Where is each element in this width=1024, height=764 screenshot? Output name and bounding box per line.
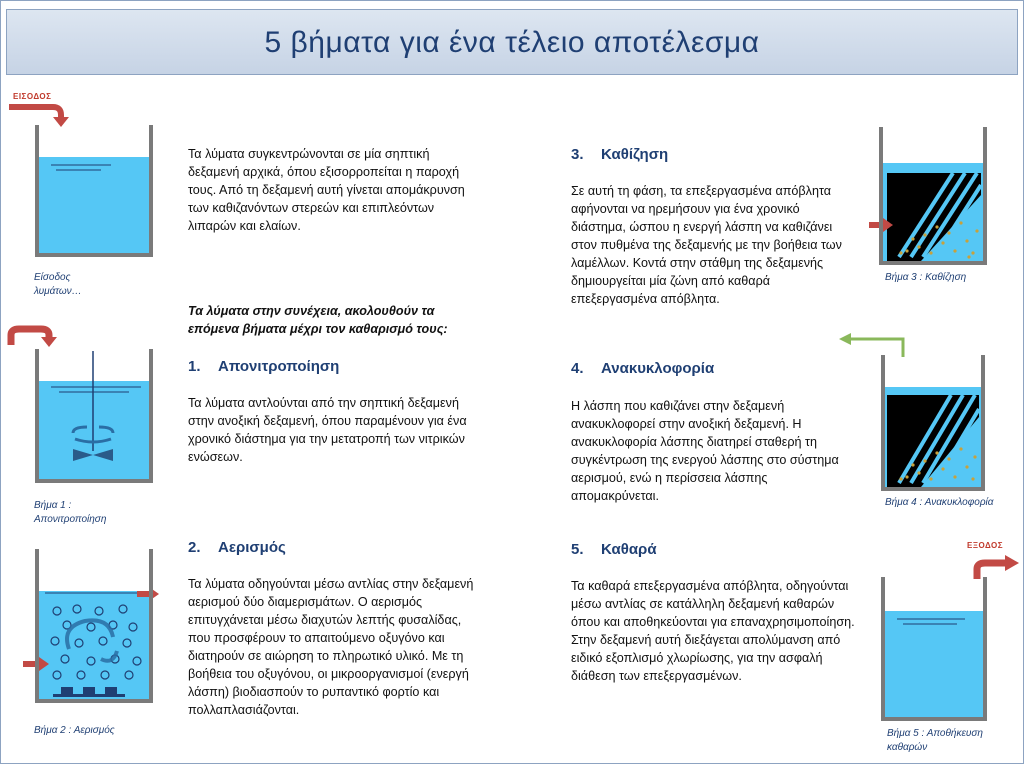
diffusers-icon	[53, 687, 125, 697]
step3-heading	[571, 146, 668, 163]
step2-tank-diagram	[1, 541, 171, 716]
inlet-arrowhead-icon	[53, 117, 69, 127]
step1-water	[39, 381, 149, 481]
step2-heading	[188, 539, 286, 556]
step1-tank-diagram	[1, 321, 171, 496]
step3-tank-diagram	[861, 123, 1001, 273]
step5-caption: Βήμα 5 : Αποθήκευση καθαρών	[887, 728, 983, 753]
step5-title: Καθαρά	[601, 541, 657, 558]
recirculation-arrow-icon	[839, 333, 903, 357]
step1-title: Απονιτροποίηση	[218, 358, 340, 375]
inlet-caption: Είσοδος λυμάτων…	[34, 272, 82, 297]
step1-heading	[188, 358, 339, 375]
step2-description: Τα λύματα οδηγούνται μέσω αντλίας στην δεξαμενή αερισμού δύο διαμερισμάτων. Ο αερισμός επιτυγχάνεται μέσω διαχυτών λεπτής φυσαλίδας, που προσφέρουν το απαιτούμενο οξυγόνο και διατηρούν σε αιώρηση το πληρωτικό υλικό. Με τη βοήθεια του οξυγόνου, οι μικροοργανισμοί (ενεργή λάσπη) βιοδιασπούν το ρυπαντικό φορτίο και πολλαπλασιάζονται.	[188, 577, 474, 717]
step1-arrowhead-icon	[41, 337, 57, 347]
step3-caption: Βήμα 3 : Καθίζηση	[885, 272, 967, 283]
entry-label: ΕΙΣΟΔΟΣ	[13, 92, 52, 101]
intro-paragraph: Τα λύματα συγκεντρώνονται σε μία σηπτική δεξαμενή αρχικά, όπου εξισορροπείται η παροχή τους. Από τη δεξαμενή αυτή γίνεται απομάκρυνση των καθιζανόντων στερεών και επιπλεόντων λιπαρών και ελαίων.	[188, 147, 465, 233]
step2-number: 2.	[188, 539, 201, 556]
step1-description: Τα λύματα αντλούνται από την σηπτική δεξαμενή στην ανοξική δεξαμενή, όπου παραμένουν για ένα χρονικό διάστημα για την μετατροπή των νιτρικών ενώσεων.	[188, 396, 467, 464]
step1-caption: Βήμα 1 : Απονιτροποίηση	[34, 500, 107, 525]
step3-description: Σε αυτή τη φάση, τα επεξεργασμένα απόβλητα αφήνονται να ηρεμήσουν για ένα χρονικό διάστημα, ώσπου η ενεργή λάσπη να καθιζάνει στον πυθμένα της δεξαμενής με την βοήθεια των λαμέλλων. Κοντά στην στάθμη της δεξαμενής δημιουργείται μία ζώνη από καθαρά επεξεργασμένα απόβλητα.	[571, 184, 842, 306]
step4-tank-diagram	[837, 327, 1017, 499]
step4-caption: Βήμα 4 : Ανακυκλοφορία	[885, 497, 994, 508]
outlet-arrow-icon	[977, 563, 1007, 579]
step5-description: Τα καθαρά επεξεργασμένα απόβλητα, οδηγούνται μέσω αντλίας σε κατάλληλη δεξαμενή καθαρών όπου και αποθηκεύονται για επαναχρησιμοποίηση. Στην δεξαμενή αυτή διεξάγεται απολύμανση από ειδικό εξοπλισμό χλωρίωσης, για την ασφαλή διάθεση των επεξεργασμένων.	[571, 579, 855, 683]
step5-tank-diagram	[861, 549, 1021, 729]
outlet-arrowhead-icon	[1005, 555, 1019, 571]
step2-caption: Βήμα 2 : Αερισμός	[34, 725, 115, 736]
step4-description: Η λάσπη που καθιζάνει στην δεξαμενή ανακυκλοφορεί στην ανοξική δεξαμενή. Η ανακυκλοφορία λάσπης διατηρεί σταθερή τη συγκέντρωση της ενεργού λάσπης στο σύστημα αερισμού, ενώ η περίσσεια λάσπης απομακρύνεται.	[571, 399, 839, 503]
step4-heading	[571, 360, 714, 377]
sequence-intro: Τα λύματα στην συνέχεια, ακολουθούν τα επόμενα βήματα μέχρι τον καθαρισμό τους:	[188, 304, 448, 336]
exit-label: ΕΞΟΔΟΣ	[967, 541, 1004, 550]
step3-number: 3.	[571, 146, 584, 163]
step2-title: Αερισμός	[218, 539, 286, 556]
page-title: 5 βήματα για ένα τέλειο αποτέλεσμα	[264, 26, 760, 59]
step3-title: Καθίζηση	[601, 146, 669, 163]
step4-number: 4.	[571, 360, 584, 377]
inlet-water	[39, 157, 149, 253]
step4-title: Ανακυκλοφορία	[601, 360, 715, 377]
inlet-tank-diagram	[1, 97, 171, 267]
header-banner	[6, 9, 1018, 75]
step5-heading	[571, 541, 657, 558]
step5-number: 5.	[571, 541, 584, 558]
step5-water	[885, 611, 983, 717]
step1-number: 1.	[188, 358, 201, 375]
